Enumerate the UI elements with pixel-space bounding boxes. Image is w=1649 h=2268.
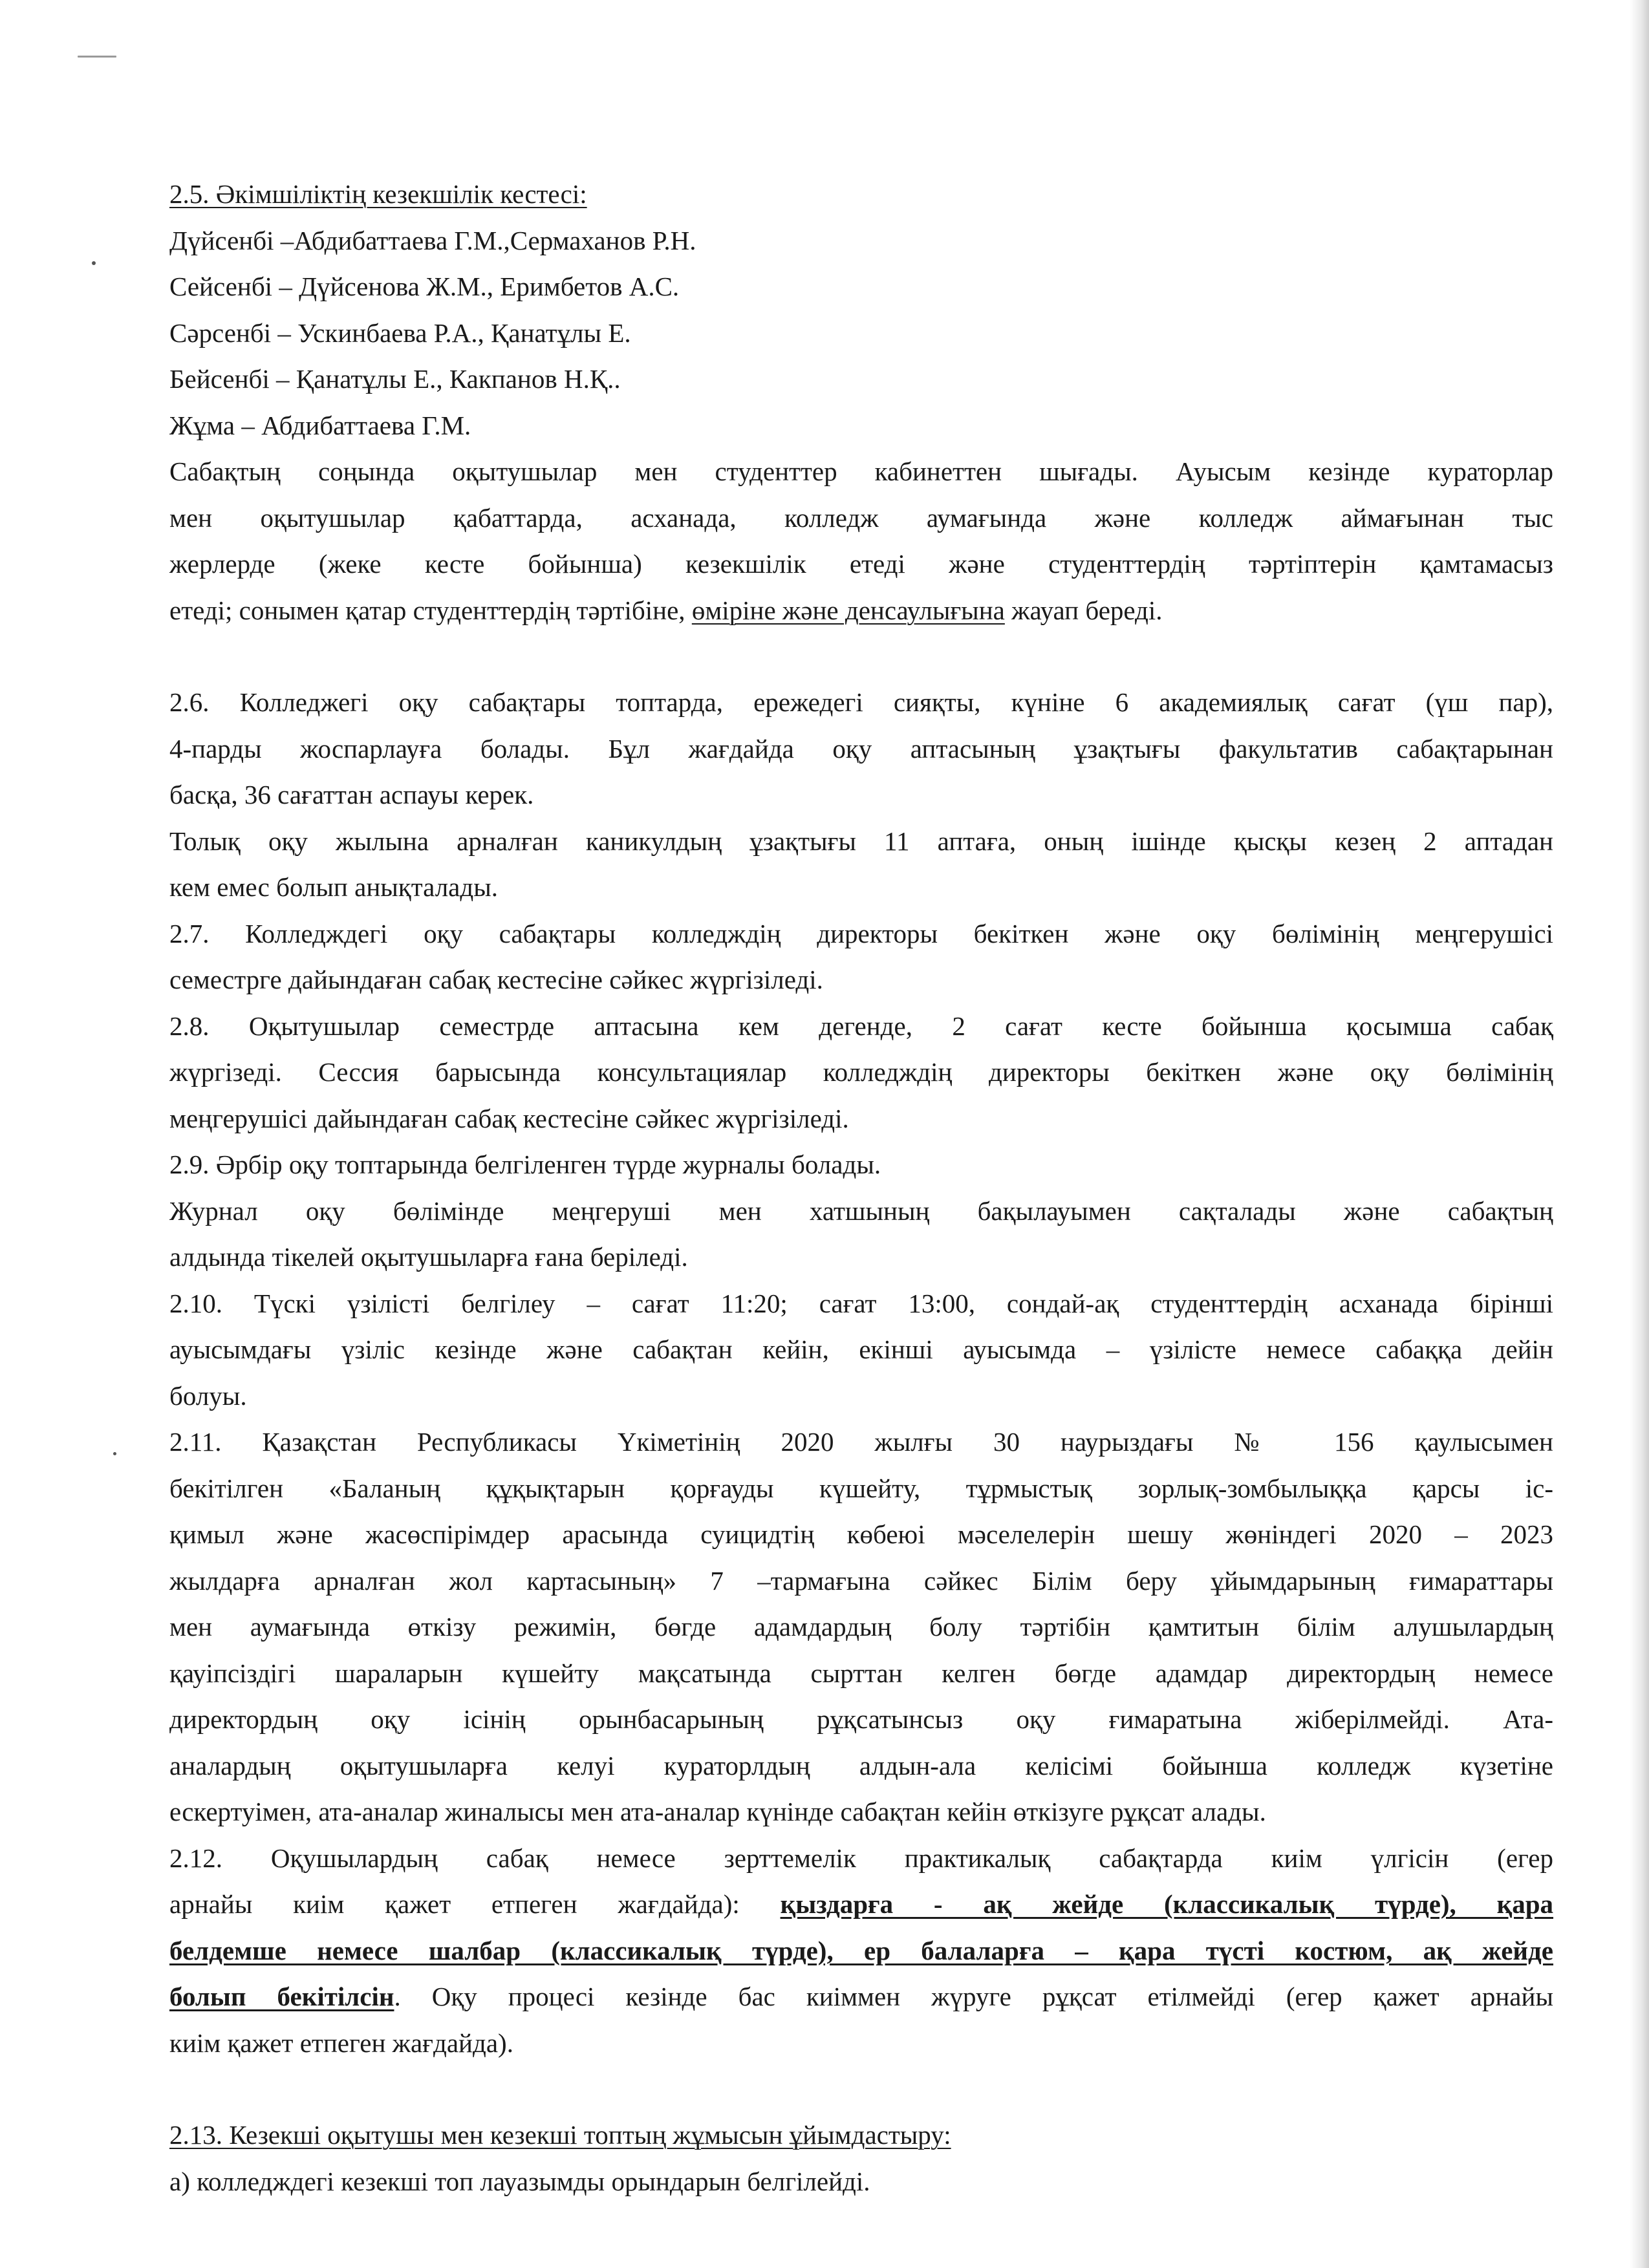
text-line: киім қажет етпеген жағдайда).: [169, 2027, 513, 2058]
section-heading: 2.13. Кезекші оқытушы мен кезекші топтың жұмысын ұйымдастыру:: [169, 2120, 951, 2150]
text-line: аналардың оқытушыларға келуі кураторлдың алдын-ала келісімі бойынша колледж күзетіне: [169, 1750, 1553, 1781]
section-2-5: [169, 171, 1553, 634]
text-span: . Оқу процесі кезінде бас киіммен жүруге рұқсат етілмейді (егер қажет арнайы: [394, 1982, 1553, 2011]
bold-underlined-text: болып бекітілсін: [169, 1982, 394, 2011]
paragraph-gap: [169, 2066, 1553, 2112]
scan-speck: [92, 261, 96, 265]
text-line: Сабақтың соңында оқытушылар мен студенттер кабинеттен шығады. Ауысым кезінде кураторлар: [169, 456, 1553, 486]
text-line: жерлерде (жеке кесте бойынша) кезекшілік етеді және студенттердің тәртіптерін қамтамасыз: [169, 549, 1553, 579]
section-2-9: [169, 1142, 1553, 1281]
bold-underlined-text: қыздарға - ақ жейде (классикалық түрде), қара: [780, 1889, 1554, 1919]
bold-underlined-line: белдемше немесе шалбар (классикалық түрде), ер балаларға – қара түсті костюм, ақ жейде: [169, 1935, 1553, 1965]
text-line: жүргізеді. Сессия барысында консультациялар колледждің директоры бекіткен және оқу бөлімінің: [169, 1057, 1553, 1087]
duty-day: Сәрсенбі – Ускинбаева Р.А., Қанатұлы Е.: [169, 317, 631, 348]
section-2-7: [169, 911, 1553, 1003]
text-line: [169, 588, 1553, 634]
text-line: 2.10. Түскі үзілісті белгілеу – сағат 11:20; сағат 13:00, сондай-ақ студенттердің асханада бірінші: [169, 1288, 1553, 1318]
text-line: 2.11. Қазақстан Республикасы Үкіметінің 2020 жылғы 30 наурыздағы № 156 қаулысымен: [169, 1427, 1553, 1457]
section-2-10: [169, 1281, 1553, 1420]
text-line: қауіпсіздігі шараларын күшейту мақсатында сырттан келген бөгде адамдар директордың немесе: [169, 1658, 1553, 1688]
text-line: 4-парды жоспарлауға болады. Бұл жағдайда оқу аптасының ұзақтығы факультатив сабақтарынан: [169, 733, 1553, 764]
text-line: басқа, 36 сағаттан аспауы керек.: [169, 780, 534, 809]
scan-speck: [78, 56, 116, 58]
text-span: жауап береді.: [1004, 595, 1163, 625]
scan-speck: [113, 1452, 116, 1455]
text-line: қимыл және жасөспірімдер арасында суицидтің көбеюі мәселелерін шешу жөніндегі 2020 – 2023: [169, 1519, 1553, 1549]
text-line: Журнал оқу бөлімінде меңгеруші мен хатшының бақылауымен сақталады және сабақтың: [169, 1195, 1553, 1226]
text-line: 2.6. Колледжегі оқу сабақтары топтарда, ережедегі сияқты, күніне 6 академиялық сағат (үш пар),: [169, 687, 1553, 717]
text-line: ескертуімен, ата-аналар жиналысы мен ата-аналар күнінде сабақтан кейін өткізуге рұқсат алады.: [169, 1797, 1266, 1826]
text-line: мен оқытушылар қабаттарда, асханада, колледж аумағында және колледж аймағынан тыс: [169, 502, 1553, 533]
text-line: жылдарға арналған жол картасының» 7 –тармағына сәйкес Білім беру ұйымдарының ғимараттары: [169, 1565, 1553, 1596]
section-2-8: [169, 1003, 1553, 1142]
section-heading: 2.5. Әкімшіліктің кезекшілік кестесі:: [169, 179, 587, 209]
text-line: 2.8. Оқытушылар семестрде аптасына кем дегенде, 2 сағат кесте бойынша қосымша сабақ: [169, 1011, 1553, 1041]
text-line: ауысымдағы үзіліс кезінде және сабақтан кейін, екінші ауысымда – үзілісте немесе сабаққа дейін: [169, 1334, 1553, 1364]
text-line: бекітілген «Баланың құқықтарын қорғауды күшейту, тұрмыстық зорлық-зомбылыққа қарсы іс-: [169, 1473, 1553, 1503]
text-line: 2.12. Оқушылардың сабақ немесе зерттемелік практикалық сабақтарда киім үлгісін (егер: [169, 1843, 1553, 1873]
text-line: семестрге дайындаған сабақ кестесіне сәйкес жүргізіледі.: [169, 965, 823, 994]
duty-day: Бейсенбі – Қанатұлы Е., Какпанов Н.Қ..: [169, 364, 621, 394]
text-line: меңгерушісі дайындаған сабақ кестесіне сәйкес жүргізіледі.: [169, 1103, 849, 1133]
text-line: Толық оқу жылына арналған каникулдың ұзақтығы 11 аптаға, оның ішінде қысқы кезең 2 аптадан: [169, 826, 1553, 856]
section-2-12: [169, 1835, 1553, 2067]
text-line: [169, 1881, 1553, 1928]
text-line: мен аумағында өткізу режимін, бөгде адамдардың болу тәртібін қамтитын білім алушылардың: [169, 1612, 1553, 1642]
text-line: [169, 1974, 1553, 2020]
text-line: директордың оқу ісінің орынбасарының рұқсатынсыз оқу ғимаратына жіберілмейді. Ата-: [169, 1704, 1553, 1734]
text-line: а) колледждегі кезекші топ лауазымды орындарын белгілейді.: [169, 2166, 870, 2196]
duty-day: Жұма – Абдибаттаева Г.М.: [169, 410, 471, 440]
section-2-11: [169, 1419, 1553, 1835]
text-line: 2.7. Колледждегі оқу сабақтары колледждің директоры бекіткен және оқу бөлімінің меңгерушісі: [169, 918, 1553, 948]
underlined-text: өміріне және денсаулығына: [691, 595, 1005, 625]
scan-edge-shadow: [1630, 0, 1649, 2268]
section-2-13: [169, 2112, 1553, 2205]
duty-day: Сейсенбі – Дүйсенова Ж.М., Еримбетов А.С.: [169, 272, 680, 301]
section-2-6: [169, 679, 1553, 911]
text-span: етеді; сонымен қатар студенттердің тәртібіне,: [169, 595, 692, 625]
text-span: арнайы киім қажет етпеген жағдайда):: [169, 1889, 781, 1919]
text-line: алдында тікелей оқытушыларға ғана беріледі.: [169, 1242, 688, 1272]
text-line: 2.9. Әрбір оқу топтарында белгіленген түрде журналы болады.: [169, 1150, 881, 1179]
document-page: [169, 171, 1553, 2205]
text-line: болуы.: [169, 1380, 247, 1411]
duty-day: Дүйсенбі –Абдибаттаева Г.М.,Сермаханов Р.Н.: [169, 225, 696, 255]
text-line: кем емес болып анықталады.: [169, 872, 499, 902]
paragraph-gap: [169, 634, 1553, 679]
